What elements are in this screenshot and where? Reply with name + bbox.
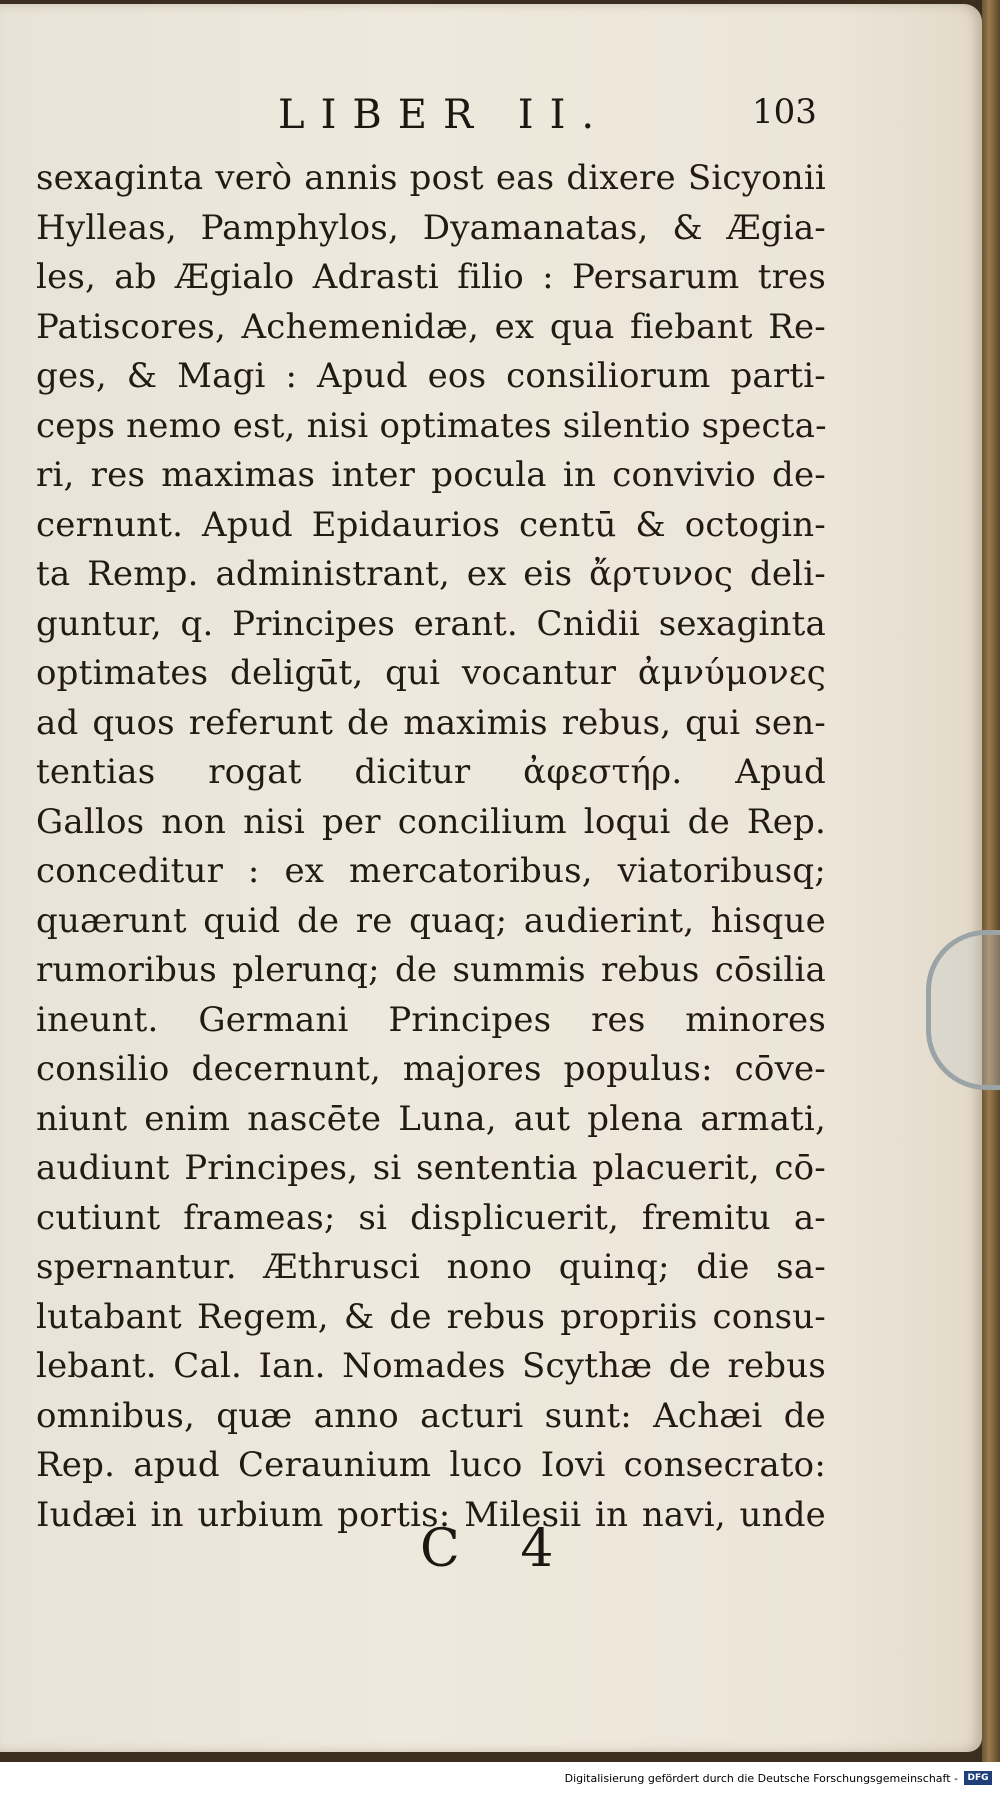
signature-mark: C 4 bbox=[420, 1519, 576, 1579]
dfg-logo: DFG bbox=[964, 1771, 992, 1785]
book-edge bbox=[982, 0, 1000, 1762]
text-line: ineunt. Germani Principes res minores bbox=[36, 999, 826, 1040]
text-line: lutabant Regem, & de rebus propriis consu- bbox=[36, 1296, 826, 1337]
text-line: rumoribus plerunq; de summis rebus cōsilia bbox=[36, 950, 826, 990]
running-head: LIBER II. bbox=[278, 92, 611, 138]
footer-bar bbox=[0, 1762, 1000, 1796]
text-line: lebant. Cal. Ian. Nomades Scythæ de rebus bbox=[36, 1346, 826, 1386]
text-line: cernunt. Apud Epidaurios centū & octogin- bbox=[36, 504, 826, 545]
page-header bbox=[0, 92, 982, 142]
text-line: cutiunt frameas; si displicuerit, fremitu a- bbox=[36, 1197, 826, 1238]
text-line: omnibus, quæ anno acturi sunt: Achæi de bbox=[36, 1395, 826, 1436]
text-line: les, ab Ægialo Adrasti filio : Persarum tres bbox=[36, 257, 826, 297]
text-line: ta Remp. administrant, ex eis ἄρτυνος deli- bbox=[36, 554, 826, 594]
page-clip bbox=[926, 930, 1000, 1090]
text-line: tentias rogat dicitur ἀφεστήρ. Apud bbox=[36, 752, 826, 792]
text-line: ges, & Magi : Apud eos consiliorum parti- bbox=[36, 356, 826, 396]
text-line: conceditur : ex mercatoribus, viatoribusq; bbox=[36, 851, 826, 891]
text-line: Rep. apud Ceraunium luco Iovi consecrato: bbox=[36, 1445, 826, 1485]
text-line: sexaginta verò annis post eas dixere Sicyonii bbox=[36, 158, 826, 198]
text-line: ceps nemo est, nisi optimates silentio specta- bbox=[36, 405, 827, 446]
text-line: quærunt quid de re quaq; audierint, hisque bbox=[36, 900, 826, 941]
text-line: Iudæi in urbium portis: Milesii in navi, unde bbox=[36, 1494, 826, 1535]
text-line: optimates deligūt, qui vocantur ἀμνύμονες bbox=[36, 653, 826, 693]
text-line: ad quos referunt de maximis rebus, qui sen- bbox=[36, 702, 826, 743]
text-line: Hylleas, Pamphylos, Dyamanatas, & Ægia- bbox=[36, 207, 826, 248]
text-line: niunt enim nascēte Luna, aut plena armati, bbox=[36, 1098, 826, 1139]
text-line: ri, res maximas inter pocula in convivio de- bbox=[36, 455, 826, 495]
text-line: guntur, q. Principes erant. Cnidii sexaginta bbox=[36, 603, 826, 644]
footer-credit: Digitalisierung gefördert durch die Deutsche Forschungsgemeinschaft - bbox=[564, 1772, 958, 1785]
body-text bbox=[36, 154, 826, 1540]
page-number: 103 bbox=[752, 92, 817, 132]
text-line: spernantur. Æthrusci nono quinq; die sa- bbox=[36, 1247, 826, 1287]
text-line: Patiscores, Achemenidæ, ex qua fiebant Re- bbox=[36, 306, 826, 347]
book-page bbox=[0, 4, 982, 1752]
text-line: audiunt Principes, si sententia placuerit, cō- bbox=[36, 1148, 826, 1188]
text-line: consilio decernunt, majores populus: cōve- bbox=[36, 1049, 826, 1089]
text-line: Gallos non nisi per concilium loqui de Rep. bbox=[36, 801, 826, 842]
